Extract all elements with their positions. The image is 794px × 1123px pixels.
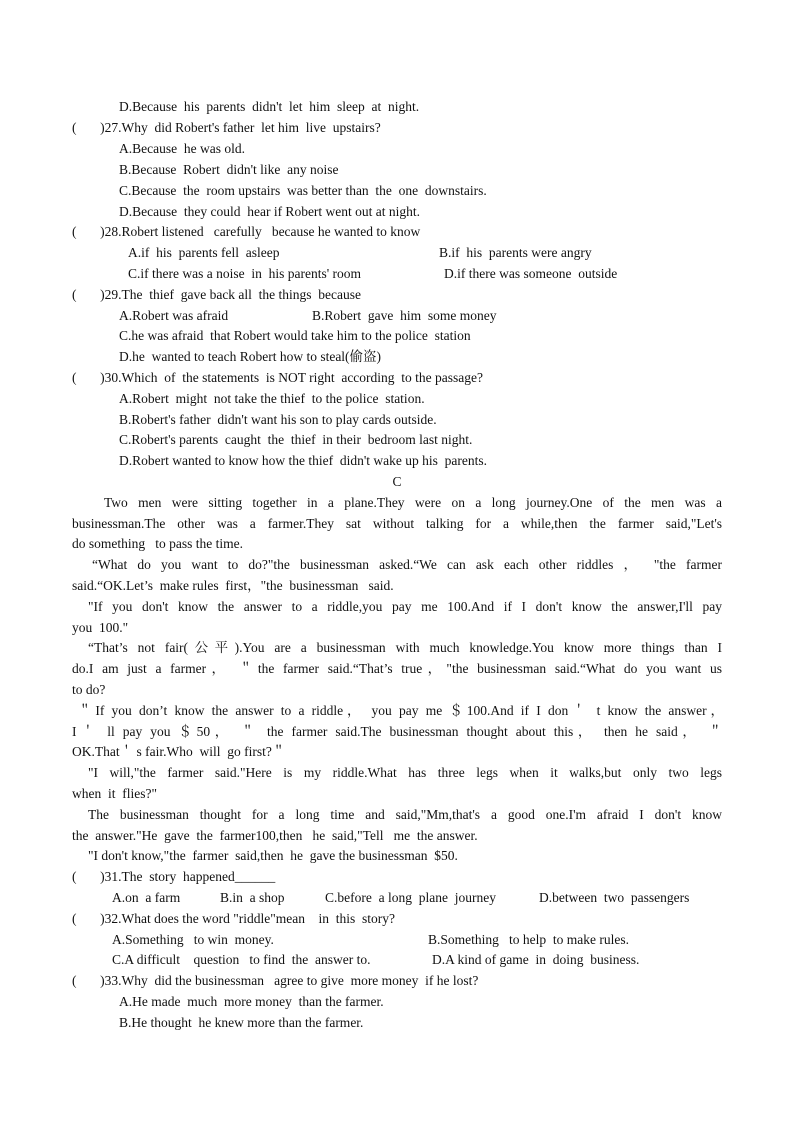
q32-option-c: C.A difficult question to find the answer to. <box>112 952 371 967</box>
q29-option-b: B.Robert gave him some money <box>312 308 497 323</box>
q29-option-d: D.he wanted to teach Robert how to steal(偷盗) <box>119 349 382 364</box>
q33-stem: ( )33.Why did the businessman agree to give more money if he lost? <box>72 973 479 988</box>
passage-line: Two men were sitting together in a plane.They were on a long journey.One of the men was a <box>104 495 722 510</box>
passage-line: the answer."He gave the farmer100,then he said,"Tell me the answer. <box>72 828 478 843</box>
q28-option-a: A.if his parents fell asleep <box>128 245 280 260</box>
q27-option-c: C.Because the room upstairs was better than the one downstairs. <box>119 183 487 198</box>
q28-stem: ( )28.Robert listened carefully because he wanted to know <box>72 224 421 239</box>
q28-option-c: C.if there was a noise in his parents' room <box>128 266 362 281</box>
q33-option-a: A.He made much more money than the farmer. <box>119 994 384 1009</box>
passage-line: do something to pass the time. <box>72 536 243 551</box>
q31-option-d: D.between two passengers <box>539 890 690 905</box>
q29-option-a: A.Robert was afraid <box>119 308 229 323</box>
q30-option-d: D.Robert wanted to know how the thief didn't wake up his parents. <box>119 453 487 468</box>
passage-line: The businessman thought for a long time and said,"Mm,that's a good one.I'm afraid I don't know <box>88 807 722 822</box>
passage-line: "I will,"the farmer said."Here is my riddle.What has three legs when it walks,but only two legs <box>88 765 722 780</box>
section-c-heading: C <box>392 474 402 489</box>
q31-stem: ( )31.The story happened______ <box>72 869 276 884</box>
passage-line: ＂If you don’t know the answer to a riddle， you pay me ＄100.And if I don＇ t know the answer， <box>78 703 724 718</box>
passage-line: said.“OK.Let’s make rules first，"the businessman said. <box>72 578 394 593</box>
passage-line: “That’s not fair(公平).You are a businessman with much knowledge.You know more things than I <box>88 640 722 655</box>
passage-line: businessman.The other was a farmer.They sat without talking for a while,then the farmer said,"Let's <box>72 516 722 531</box>
q31-option-a: A.on a farm <box>112 890 181 905</box>
q28-option-d: D.if there was someone outside <box>444 266 618 281</box>
q31-option-b: B.in a shop <box>220 890 285 905</box>
q27-stem: ( )27.Why did Robert's father let him live upstairs? <box>72 120 381 135</box>
q33-option-b: B.He thought he knew more than the farmer. <box>119 1015 364 1030</box>
passage-line: "If you don't know the answer to a riddle,you pay me 100.And if I don't know the answer,I'll pay <box>88 599 722 614</box>
q27-option-d: D.Because they could hear if Robert went out at night. <box>119 204 421 219</box>
q30-option-b: B.Robert's father didn't want his son to play cards outside. <box>119 412 437 427</box>
passage-line: you 100." <box>72 620 129 635</box>
passage-line: "I don't know,"the farmer said,then he gave the businessman $50. <box>88 848 458 863</box>
q30-stem: ( )30.Which of the statements is NOT right according to the passage? <box>72 370 484 385</box>
q29-option-c: C.he was afraid that Robert would take him to the police station <box>119 328 471 343</box>
q30-option-c: C.Robert's parents caught the thief in their bedroom last night. <box>119 432 473 447</box>
passage-line: do.I am just a farmer， ＂the farmer said.“That’s true，"the businessman said.“What do you want us <box>72 661 722 676</box>
q31-option-c: C.before a long plane journey <box>325 890 496 905</box>
q27-option-b: B.Because Robert didn't like any noise <box>119 162 339 177</box>
passage-line: to do? <box>72 682 106 697</box>
q32-option-d: D.A kind of game in doing business. <box>432 952 640 967</box>
q30-option-a: A.Robert might not take the thief to the police station. <box>119 391 425 406</box>
passage-line: I＇ ll pay you ＄50， ＂ the farmer said.The businessman thought about this， then he said， ＂ <box>72 724 722 739</box>
passage-line: OK.That＇ s fair.Who will go first?＂ <box>72 744 286 759</box>
q26-option-d: D.Because his parents didn't let him sleep at night. <box>119 99 420 114</box>
passage-line: “What do you want to do?"the businessman asked.“We can ask each other riddles ， "the farmer <box>92 557 722 572</box>
q27-option-a: A.Because he was old. <box>119 141 245 156</box>
passage-line: when it flies?" <box>72 786 157 801</box>
q32-stem: ( )32.What does the word "riddle"mean in this story? <box>72 911 395 926</box>
q29-stem: ( )29.The thief gave back all the things because <box>72 287 362 302</box>
q28-option-b: B.if his parents were angry <box>439 245 592 260</box>
q32-option-a: A.Something to win money. <box>112 932 274 947</box>
q32-option-b: B.Something to help to make rules. <box>428 932 629 947</box>
